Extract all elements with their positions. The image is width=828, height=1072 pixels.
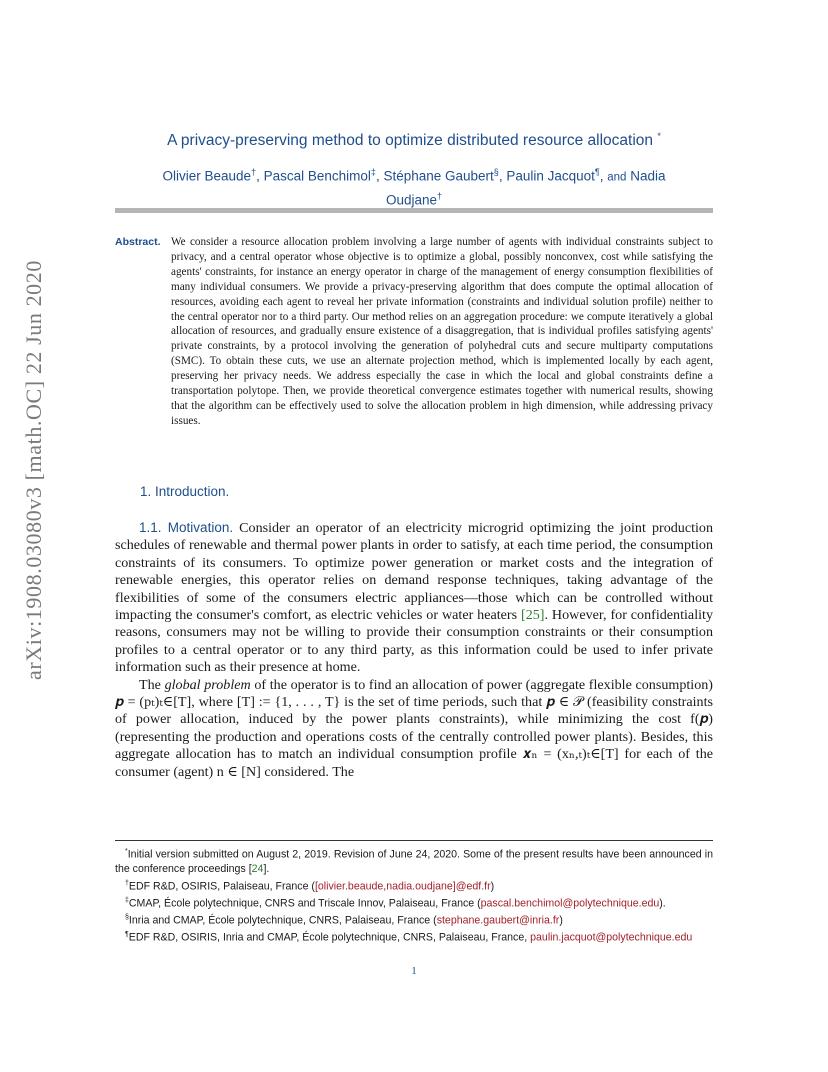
footnotes xyxy=(115,845,713,945)
title-footnote-mark[interactable]: * xyxy=(657,131,661,141)
author-beaude: Olivier Beaude xyxy=(162,168,252,184)
author-gaubert: Stéphane Gaubert xyxy=(383,168,494,184)
footnote-3-text-a: CMAP, École polytechnique, CNRS and Triscale Innov, Palaiseau, France ( xyxy=(128,897,481,910)
abstract-body: We consider a resource allocation problem involving a large number of agents with individual constraints subject to privacy, and a central operator whose objective is to optimize a global, possibly nonconvex, cost while satisfying the agents' constraints, for instance an energy operator in charge of the management of energy consumption flexibilities of many individual consumers. We provide a privacy-preserving algorithm that does compute the optimal allocation of resources, avoiding each agent to reveal her private information (constraints and individual solution profile) neither to the central operator nor to a third party. Our method relies on an aggregation procedure: we compute iteratively a global allocation of resources, and gradually ensure existence of a disaggregation, that is individual profiles satisfying agents' private constraints, by a protocol involving the generation of polyhedral cuts and secure multiparty computations (SMC). To obtain these cuts, we use an alternate projection method, which is implemented locally by each agent, preserving her privacy needs. We address especially the case in which the local and global constraints define a transportation polytope. Then, we provide theoretical convergence estimates together with numerical results, showing that the algorithm can be effectively used to solve the allocation problem in high dimension, while addressing privacy issues. xyxy=(171,236,713,427)
footnote-1-text-a: Initial version submitted on August 2, 2019. Revision of June 24, 2020. Some of the present results have been announced in the conference proceedings [ xyxy=(115,848,713,876)
paragraph-motivation xyxy=(115,519,713,677)
author-mark-3[interactable]: § xyxy=(493,167,499,177)
motivation-text-a: Consider an operator of an electricity microgrid optimizing the joint production schedules of renewable and thermal power plants in order to satisfy, at each time period, the consumption constraints of its consumers. To optimize power generation or market costs and the integration of renewable energies, this operator relies on demand response techniques, taking advantage of the flexibilities of some of the consumers electric appliances—those which can be controlled without impacting the consumer's comfort, as electric vehicles or water heaters xyxy=(115,520,714,624)
subsection-heading-motivation: 1.1. Motivation. xyxy=(139,520,234,535)
author-mark-1[interactable]: † xyxy=(251,167,257,177)
title-rule xyxy=(115,208,713,213)
author-and: and xyxy=(607,171,627,184)
footnote-5 xyxy=(115,928,713,945)
footnote-3-mark: ‡ xyxy=(125,896,129,904)
footnote-4-text-b: ) xyxy=(559,914,563,927)
email-link-benchimol[interactable]: pascal.benchimol@polytechnique.edu xyxy=(480,897,660,910)
footnote-3-text-b: ). xyxy=(659,897,666,910)
page-number: 1 xyxy=(411,965,417,977)
author-jacquot: Paulin Jacquot xyxy=(506,168,595,184)
email-link-edf[interactable]: [olivier.beaude,nadia.oudjane]@edf.fr xyxy=(314,880,491,893)
abstract xyxy=(115,235,713,429)
section-heading-introduction: 1. Introduction. xyxy=(140,484,230,499)
abstract-label: Abstract. xyxy=(115,236,161,248)
footnote-5-text-a: EDF R&D, OSIRIS, Inria and CMAP, École polytechnique, CNRS, Palaiseau, France, xyxy=(128,931,531,944)
motivation-text-b: . However, for confidentiality reasons, consumers may not be willing to provide their consumption constraints or their consumption profiles to a central operator or to any third party, as this information could be used to infer private information such as their presence at home. xyxy=(115,607,713,676)
footnote-4-mark: § xyxy=(125,913,129,921)
footnote-4 xyxy=(115,911,713,928)
author-oudjane-first: Nadia xyxy=(630,168,666,184)
body-text xyxy=(115,519,713,781)
paper-title-text: A privacy-preserving method to optimize distributed resource allocation xyxy=(167,132,654,150)
author-oudjane-last: Oudjane xyxy=(385,192,438,207)
footnote-2-mark: † xyxy=(125,879,129,887)
email-link-jacquot[interactable]: paulin.jacquot@polytechnique.edu xyxy=(530,931,693,944)
footnote-2-text-a: EDF R&D, OSIRIS, Palaiseau, France ( xyxy=(128,880,315,893)
global-problem-text-1: The xyxy=(139,676,165,693)
email-link-gaubert[interactable]: stephane.gaubert@inria.fr xyxy=(436,914,560,927)
author-mark-4[interactable]: ¶ xyxy=(594,167,600,177)
footnote-3 xyxy=(115,894,713,911)
footnote-4-text-a: Inria and CMAP, École polytechnique, CNRS, Palaiseau, France ( xyxy=(128,914,437,927)
paper-title xyxy=(115,131,713,150)
global-problem-text-2: of the operator is to find an allocation of power (aggregate flexible consumption) 𝒑 = (pₜ)ₜ∈[T], where [T] := {1, . . . , T} is the set of time periods, such that 𝒑 ∈ 𝒫 (feasibility constraints of power allocation, induced by the power plants constraints), while minimizing the cost f(𝒑) (representing the production and operations costs of the centrally controlled power plants). Besides, this aggregate allocation has to match an individual consumption profile 𝒙ₙ = (xₙ,ₜ)ₜ∈[T] for each of the consumer (agent) n ∈ [N] considered. The xyxy=(115,676,714,780)
citation-link-24[interactable]: 24 xyxy=(251,863,264,876)
footnote-1 xyxy=(115,845,713,877)
footnote-5-mark: ¶ xyxy=(125,931,129,939)
footnote-2-text-b: ) xyxy=(490,880,495,893)
author-mark-2[interactable]: ‡ xyxy=(370,167,376,177)
author-benchimol: Pascal Benchimol xyxy=(263,168,371,184)
footnote-1-mark: * xyxy=(125,848,128,855)
paragraph-global-problem xyxy=(115,677,713,781)
arxiv-stamp-text: arXiv:1908.03080v3 [math.OC] 22 Jun 2020 xyxy=(21,260,46,680)
arxiv-stamp xyxy=(14,260,54,680)
author-list: Olivier Beaude†, Pascal Benchimol‡, Stéphane Gaubert§, Paulin Jacquot¶, and Nadia Oudjane† xyxy=(162,167,666,207)
footnote-rule xyxy=(115,840,713,841)
global-problem-italic: global problem xyxy=(164,676,251,693)
footnote-1-text-b: ]. xyxy=(263,863,270,876)
author-mark-5[interactable]: † xyxy=(437,190,443,201)
citation-link-25[interactable]: [25] xyxy=(521,607,545,624)
footnote-2 xyxy=(115,877,713,894)
